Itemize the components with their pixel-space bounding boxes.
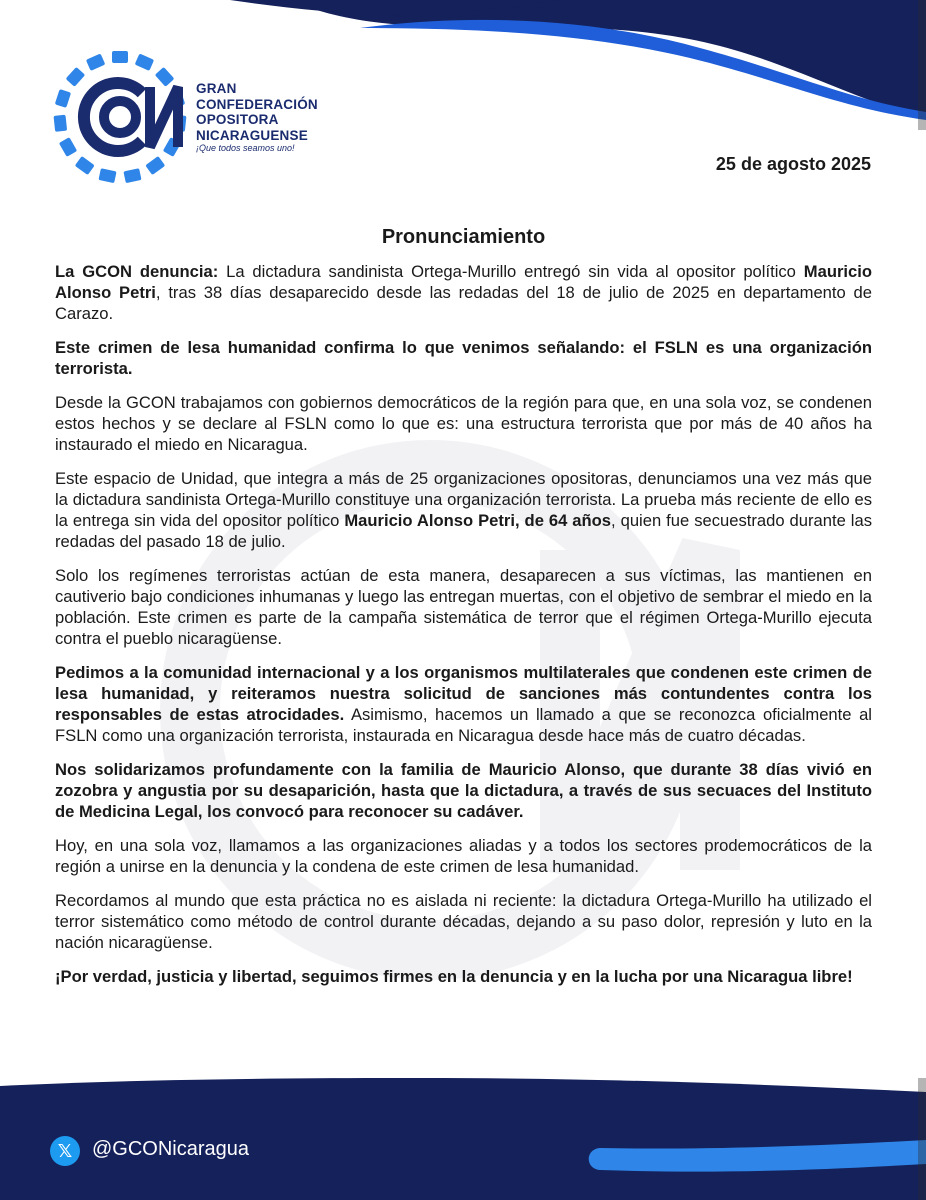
paragraph-2-bold: Este crimen de lesa humanidad confirma lo que venimos señalando: el FSLN es una organización terrorista.	[55, 338, 872, 378]
logo-line-2: CONFEDERACIÓN	[196, 96, 318, 112]
logo-line-4: NICARAGUENSE	[196, 127, 308, 143]
paragraph-7-bold: Nos solidarizamos profundamente con la familia de Mauricio Alonso, que durante 38 días vivió en zozobra y angustia por su desaparición, hasta que la dictadura, a través de sus secuaces del Instituto de Medicina Legal, los convocó para reconocer su cadáver.	[55, 760, 872, 821]
paragraph-6-text: Asimismo, hacemos un llamado a que se reconozca oficialmente al FSLN como una organización terrorista, instaurada en Nicaragua desde hace más de cuatro décadas.	[55, 705, 872, 745]
paragraph-4-bold: Mauricio Alonso Petri, de 64 años	[344, 511, 612, 530]
social-handle[interactable]: @GCONicaragua	[92, 1138, 250, 1160]
document-date: 25 de agosto 2025	[715, 154, 871, 174]
paragraph-7	[55, 759, 872, 822]
gcon-logo	[50, 47, 190, 187]
document-body	[55, 226, 872, 1000]
paragraph-4	[55, 468, 872, 552]
paragraph-8: Hoy, en una sola voz, llamamos a las organizaciones aliadas y a todos los sectores prodemocráticos de la región a unirse en la denuncia y la condena de este crimen de lesa humanidad.	[55, 836, 872, 876]
paragraph-4-text-a: Este espacio de Unidad, que integra a más de 25 organizaciones opositoras, denunciamos una vez más que la dictadura sandinista Ortega-Murillo constituye una organización terrorista. La prueba más reciente de ello es la entrega sin vida del opositor político	[55, 469, 872, 530]
paragraph-4-text-b: , quien fue secuestrado durante las redadas del pasado 18 de julio.	[55, 511, 872, 551]
paragraph-9: Recordamos al mundo que esta práctica no es aislada ni reciente: la dictadura Ortega-Murillo ha utilizado el terror sistemático como método de control durante décadas, dejando a su paso dolor, represión y luto en la nación nicaragüense.	[55, 891, 872, 952]
paragraph-1-text-a: La dictadura sandinista Ortega-Murillo entregó sin vida al opositor político	[218, 262, 804, 281]
paragraph-1	[55, 261, 872, 324]
paragraph-10	[55, 966, 872, 987]
paragraph-1-name: Mauricio Alonso Petri	[55, 262, 873, 302]
paragraph-10-bold: ¡Por verdad, justicia y libertad, seguimos firmes en la denuncia y en la lucha por una Nicaragua libre!	[55, 967, 853, 986]
logo-tagline: ¡Que todos seamos uno!	[196, 143, 295, 153]
paragraph-5: Solo los regímenes terroristas actúan de esta manera, desaparecen a sus víctimas, las mantienen en cautiverio bajo condiciones inhumanas y luego las entregan muertas, con el objetivo de sembrar el miedo en la población. Este crimen es parte de la campaña sistemática de terror que el régimen Ortega-Murillo ejecuta contra el pueblo nicaragüense.	[55, 566, 872, 648]
logo-line-1: GRAN	[196, 81, 237, 96]
logo-wordmark	[196, 82, 318, 153]
paragraph-1-text-b: , tras 38 días desaparecido desde las redadas del 18 de julio de 2025 en departamento de Carazo.	[55, 283, 872, 323]
paragraph-2	[55, 337, 872, 379]
paragraph-3: Desde la GCON trabajamos con gobiernos democráticos de la región para que, en una sola voz, se condenen estos hechos y se declare al FSLN como lo que es: una estructura terrorista que por más de 40 años ha instaurado el miedo en Nicaragua.	[55, 393, 872, 454]
document-title: Pronunciamiento	[381, 226, 546, 248]
paragraph-1-lead: La GCON denuncia:	[55, 262, 219, 281]
paragraph-6	[55, 662, 872, 746]
paragraph-6-bold: Pedimos a la comunidad internacional y a los organismos multilaterales que condenen este crimen de lesa humanidad, y reiteramos nuestra solicitud de sanciones más contundentes contra los responsables de estas atrocidades.	[55, 663, 872, 724]
x-logo-icon: 𝕏	[50, 1136, 80, 1166]
logo-line-3: OPOSITORA	[196, 112, 279, 127]
